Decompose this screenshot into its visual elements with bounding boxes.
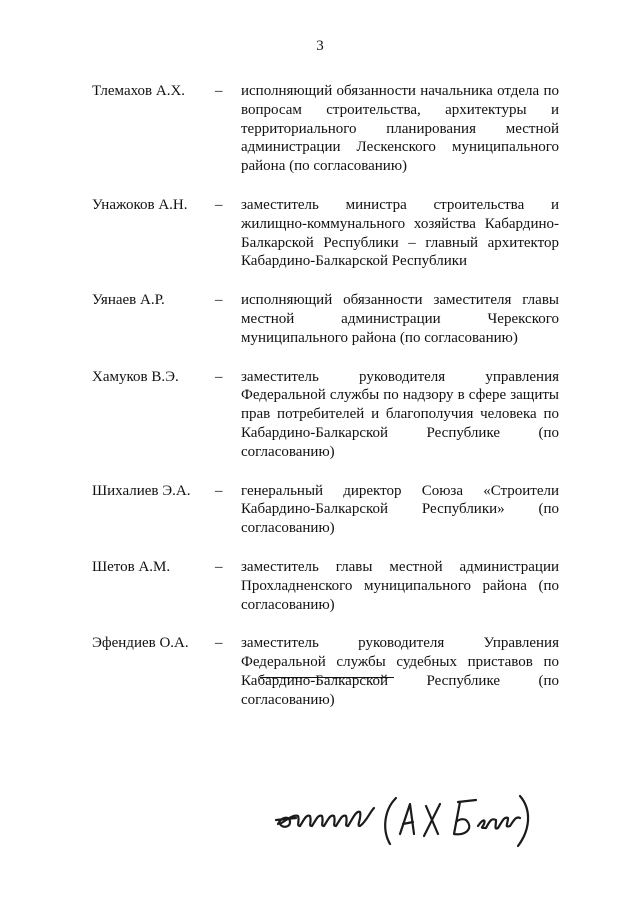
member-entry [0, 368, 640, 462]
member-name: Уянаев А.Р. [92, 292, 165, 309]
member-name: Хамуков В.Э. [92, 368, 179, 385]
member-dash: – [215, 368, 223, 385]
member-name: Тлемахов А.Х. [92, 83, 186, 99]
member-entry [0, 634, 640, 709]
member-description: генеральный директор Союза «Строители Кабардино-Балкарской Республики» (по согласованию) [241, 482, 559, 537]
member-name: Унажоков А.Н. [92, 196, 188, 213]
member-entry [0, 482, 640, 538]
member-description: исполняющий обязанности начальника отдела по вопросам строительства, архитектуры и территориального планирования местной администрации Лескенского муниципального района (по согласованию) [241, 83, 559, 175]
member-description: заместитель руководителя Управления Федеральной службы судебных приставов по Кабардино-Балкарской Республике (по согласованию) [241, 635, 559, 708]
member-entry [0, 558, 640, 614]
member-dash: – [215, 196, 223, 213]
member-name: Шихалиев Э.А. [92, 482, 191, 499]
member-description: исполняющий обязанности заместителя главы местной администрации Черекского муниципального района (по согласованию) [241, 292, 559, 346]
member-dash: – [215, 482, 223, 499]
member-description: заместитель главы местной администрации Прохладненского муниципального района (по согласованию) [241, 558, 559, 613]
member-dash: – [215, 635, 223, 652]
member-entry [0, 196, 640, 271]
member-name: Эфендиев О.А. [92, 635, 189, 652]
member-entry [0, 291, 640, 347]
member-dash: – [215, 292, 223, 309]
member-dash: – [215, 83, 223, 99]
page-number: 3 [316, 38, 324, 54]
member-description: заместитель руководителя управления Федеральной службы по надзору в сфере защиты прав потребителей и благополучия человека по Кабардино-Балкарской Республике (по согласованию) [241, 368, 559, 460]
member-dash: – [215, 558, 223, 575]
member-entry [0, 82, 640, 176]
signature-image [270, 790, 530, 850]
separator-line [260, 677, 394, 678]
members-list [0, 82, 640, 730]
handwritten-signature [270, 790, 530, 855]
member-description: заместитель министра строительства и жилищно-коммунального хозяйства Кабардино-Балкарской Республики – главный архитектор Кабардино-Балкарской Республики [241, 196, 559, 270]
member-name: Шетов А.М. [92, 558, 171, 575]
